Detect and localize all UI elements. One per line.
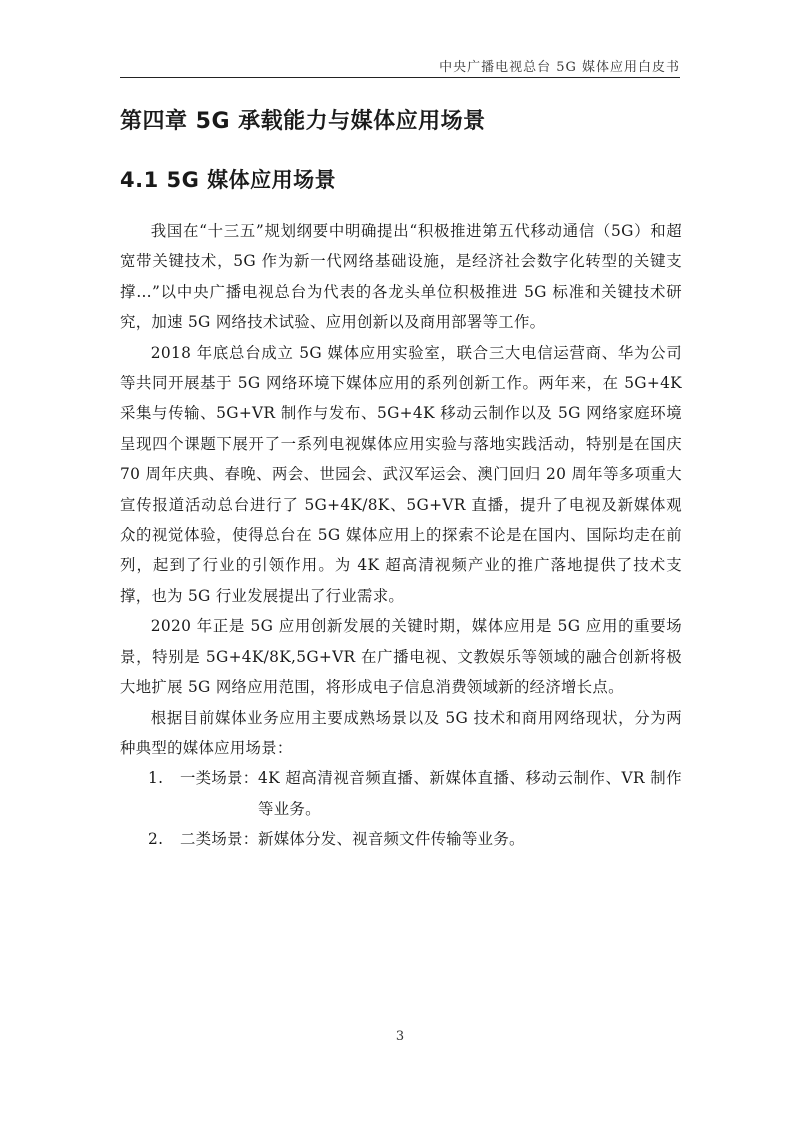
list-lead: 一类场景： xyxy=(180,769,259,788)
page-number: 3 xyxy=(395,1029,405,1044)
paragraph: 我国在“十三五”规划纲要中明确提出“积极推进第五代移动通信（5G）和超宽带关键技术，5G 作为新一代网络基础设施，是经济社会数字化转型的关键支撑…”以中央广播电视总台为代表的各龙头单位积极推进 5G 标准和关键技术研究，加速 5G 网络技术试验、应用创新以及商用部署等工作。 xyxy=(120,222,682,332)
list-item xyxy=(120,824,682,854)
header-rule xyxy=(120,77,680,78)
running-header: 中央广播电视总台 5G 媒体应用白皮书 xyxy=(439,60,680,75)
paragraph: 2018 年底总台成立 5G 媒体应用实验室，联合三大电信运营商、华为公司等共同开展基于 5G 网络环境下媒体应用的系列创新工作。两年来，在 5G+4K 采集与传输、5G+VR 制作与发布、5G+4K 移动云制作以及 5G 网络家庭环境呈现四个课题下展开了一系列电视媒体应用实验与落地实践活动，特别是在国庆 70 周年庆典、春晚、两会、世园会、武汉军运会、澳门回归 20 周年等多项重大宣传报道活动总台进行了 5G+4K/8K、5G+VR 直播，提升了电视及新媒体观众的视觉体验，使得总台在 5G 媒体应用上的探索不论是在国内、国际均走在前列，起到了行业的引领作用。为 4K 超高清视频产业的推广落地提供了技术支撑，也为 5G 行业发展提出了行业需求。 xyxy=(120,343,682,605)
list-lead: 二类场景： xyxy=(180,830,259,849)
body-text xyxy=(120,216,682,855)
scenario-list xyxy=(120,763,682,854)
paragraph: 根据目前媒体业务应用主要成熟场景以及 5G 技术和商用网络现状，分为两种典型的媒体应用场景： xyxy=(120,708,682,757)
paragraph: 2020 年正是 5G 应用创新发展的关键时期，媒体应用是 5G 应用的重要场景，特别是 5G+4K/8K,5G+VR 在广播电视、文教娱乐等领域的融合创新将极大地扩展 5G 网络应用范围，将形成电子信息消费领域新的经济增长点。 xyxy=(120,617,682,697)
list-text: 新媒体分发、视音频文件传输等业务。 xyxy=(258,830,525,849)
list-item xyxy=(120,763,682,824)
list-text: 4K 超高清视音频直播、新媒体直播、移动云制作、VR 制作等业务。 xyxy=(258,769,682,818)
section-title: 4.1 5G 媒体应用场景 xyxy=(120,168,337,192)
chapter-title: 第四章 5G 承载能力与媒体应用场景 xyxy=(120,109,486,134)
list-number: 1. xyxy=(148,769,164,788)
list-number: 2. xyxy=(148,830,164,849)
